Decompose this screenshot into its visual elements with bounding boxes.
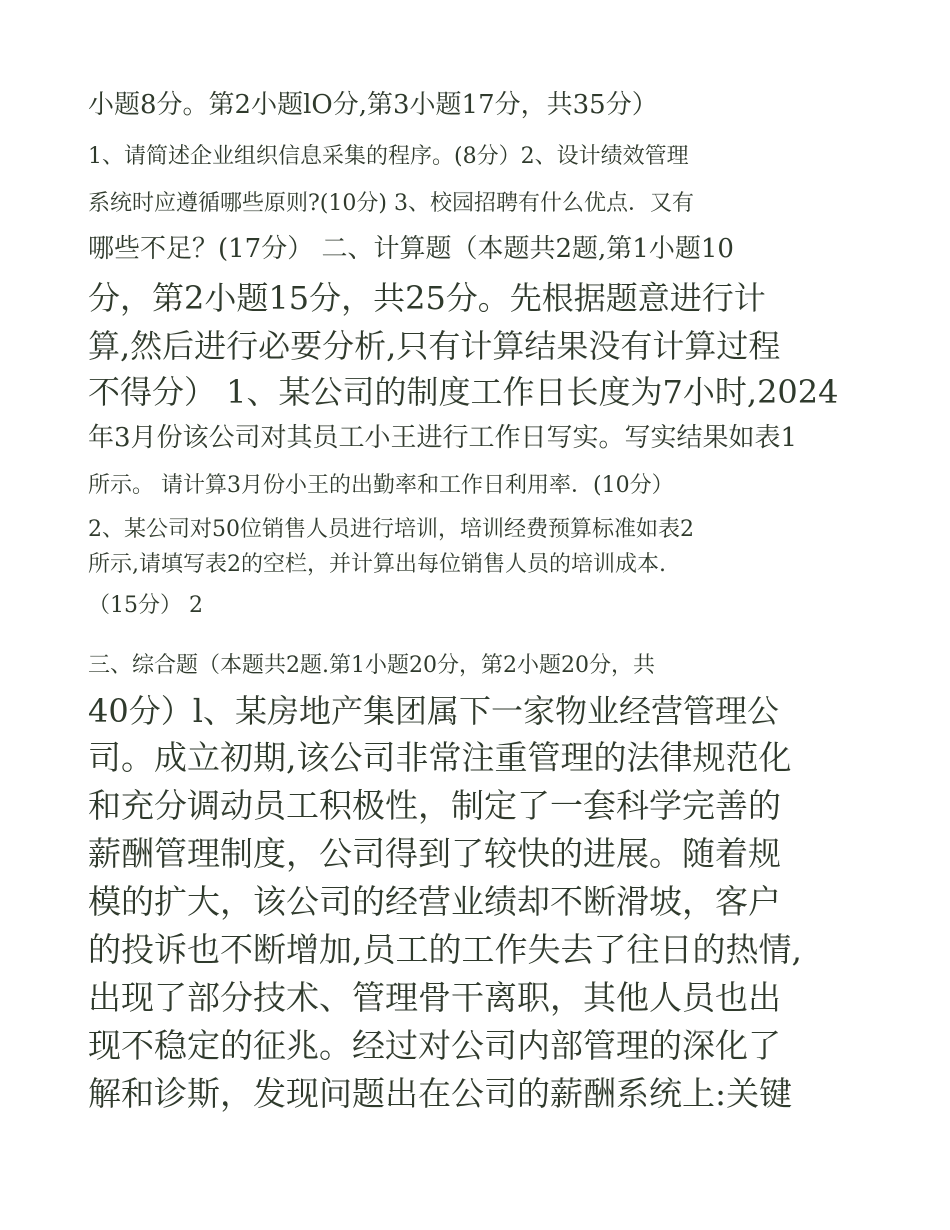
text-line-22: 解和诊斯，发现问题出在公司的薪酬系统上:关键 <box>88 1074 793 1113</box>
text-line-6: 算,然后进行必要分析,只有计算结果没有计算过程 <box>88 327 781 365</box>
text-line-18: 模的扩大，该公司的经营业绩却不断滑坡，客户 <box>88 882 781 921</box>
text-line-2: 1、请简述企业组织信息采集的程序。(8分）2、设计绩效管理 <box>88 144 689 169</box>
text-line-4: 哪些不足？(17分） 二、计算题（本题共2题,第1小题10 <box>88 234 734 264</box>
text-line-8: 年3月份该公司对其员工小王进行工作日写实。写实结果如表1 <box>88 423 798 453</box>
text-line-5: 分，第2小题15分，共25分。先根据题意进行计 <box>88 279 766 317</box>
text-line-7: 不得分） 1、某公司的制度工作日长度为7小时,2024 <box>88 373 839 411</box>
text-line-9: 所示。 请计算3月份小王的出勤率和工作日利用率．(10分） <box>88 473 674 498</box>
text-line-21: 现不稳定的征兆。经过对公司内部管理的深化了 <box>88 1026 781 1065</box>
text-line-10: 2、某公司对50位销售人员进行培训，培训经费预算标准如表2 <box>88 517 694 542</box>
text-line-15: 司。成立初期,该公司非常注重管理的法律规范化 <box>88 738 792 777</box>
text-line-17: 薪酬管理制度，公司得到了较快的进展。随着规 <box>88 834 781 873</box>
text-line-14: 40分）l、某房地产集团属下一家物业经营管理公 <box>88 692 779 730</box>
text-line-13: 三、综合题（本题共2题.第1小题20分，第2小题20分，共 <box>88 653 655 678</box>
text-line-3: 系统时应遵循哪些原则?(10分) 3、校园招聘有什么优点．又有 <box>88 191 694 216</box>
text-line-16: 和充分调动员工积极性，制定了一套科学完善的 <box>88 786 781 825</box>
text-line-1: 小题8分。第2小题lO分,第3小题17分，共35分） <box>88 90 658 120</box>
text-line-20: 出现了部分技术、管理骨干离职，其他人员也出 <box>88 978 781 1017</box>
text-line-19: 的投诉也不断增加,员工的工作失去了往日的热情, <box>88 930 802 969</box>
text-line-11: 所示,请填写表2的空栏，并计算出每位销售人员的培训成本. <box>88 552 666 577</box>
text-line-12: （15分） 2 <box>88 593 203 618</box>
